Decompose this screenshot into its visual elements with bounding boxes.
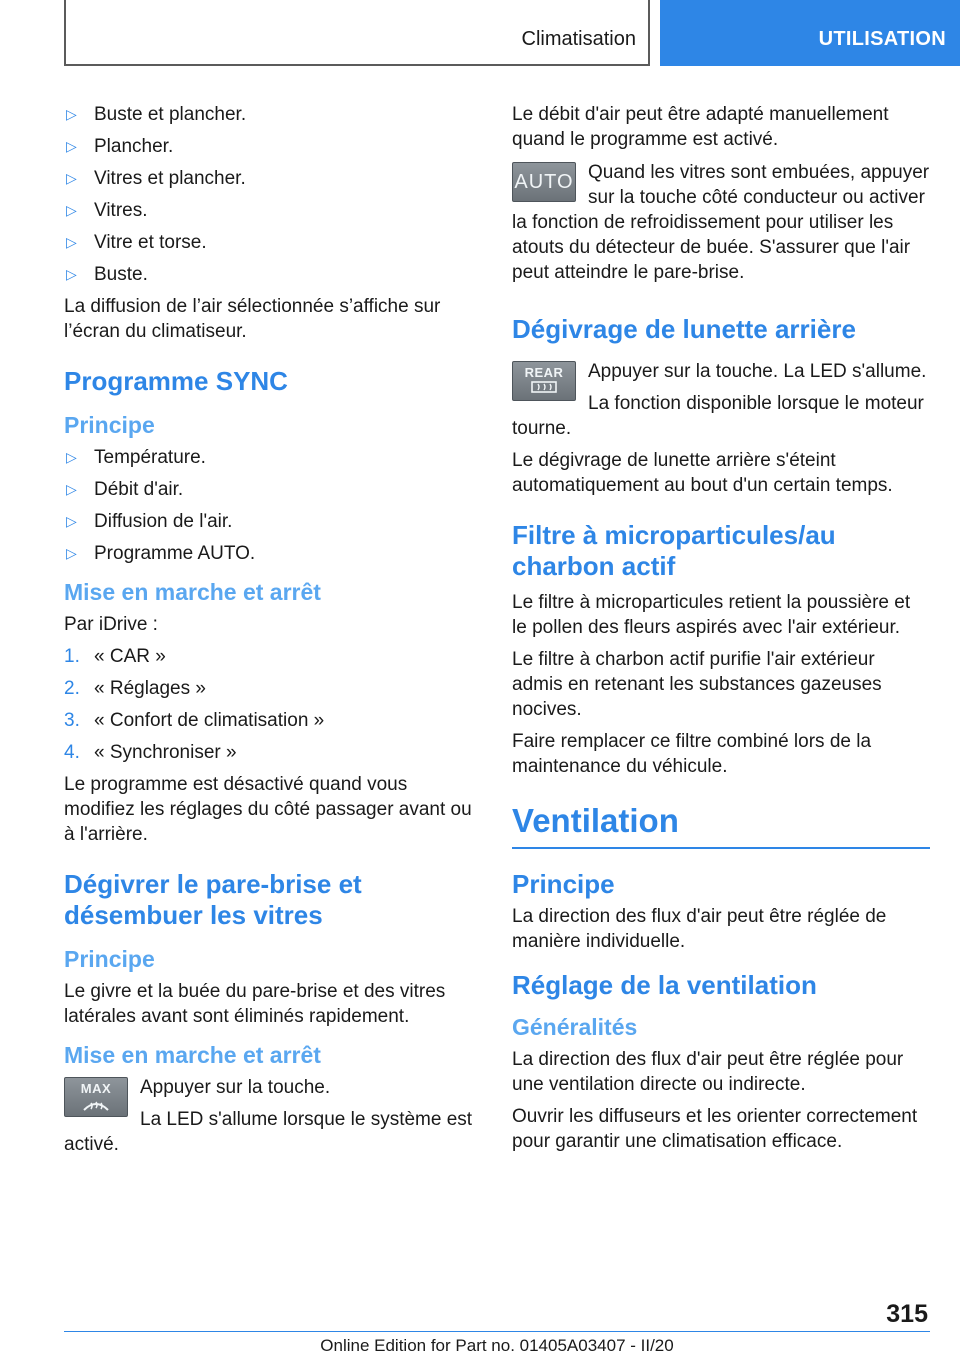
max-defrost-block (64, 1075, 478, 1164)
triangle-bullet-icon: ▷ (66, 513, 77, 529)
paragraph-rear-press: Appuyer sur la touche. La LED s'allume. (588, 361, 927, 382)
step-item: 4. « Synchroniser » (64, 742, 237, 763)
triangle-bullet-icon: ▷ (66, 170, 77, 186)
paragraph-idrive: Par iDrive : (64, 614, 158, 635)
step-item: 3. « Confort de climatisation » (64, 710, 325, 731)
paragraph-airflow-manual: Le débit d'air peut être adapté manuellement quand le programme est activé. (512, 104, 889, 150)
triangle-bullet-icon: ▷ (66, 266, 77, 282)
list-item: ▷ Diffusion de l'air. (66, 511, 233, 532)
triangle-bullet-icon: ▷ (66, 545, 77, 561)
paragraph-open-vents: Ouvrir les diffuseurs et les orienter correctement pour garantir une climatisation efficace. (512, 1106, 918, 1152)
heading-principe: Principe (64, 946, 155, 972)
paragraph-filter-replace: Faire remplacer ce filtre combiné lors de la maintenance du véhicule. (512, 731, 872, 777)
heading-general: Généralités (512, 1014, 638, 1040)
windshield-defrost-icon (81, 1096, 111, 1112)
heading-rear-defrost: Dégivrage de lunette arrière (512, 314, 856, 344)
list-item: ▷ Débit d'air. (66, 479, 184, 500)
rear-defrost-button-icon: REAR (512, 361, 576, 401)
paragraph-airflow-direction: La direction des flux d'air peut être réglée de manière individuelle. (512, 906, 887, 952)
list-item: ▷ Programme AUTO. (66, 543, 256, 564)
heading-filter: Filtre à microparticules/au charbon actif (512, 520, 836, 581)
edition-footer: Online Edition for Part no. 01405A03407 - II/20 (320, 1336, 674, 1355)
heading-on-off: Mise en marche et arrêt (64, 579, 321, 605)
paragraph-sync-deactivate: Le programme est désactivé quand vous modifiez les réglages du côté passager avant ou à l'arrière. (64, 774, 472, 845)
triangle-bullet-icon: ▷ (66, 106, 77, 122)
paragraph-rear-auto-off: Le dégivrage de lunette arrière s'éteint automatiquement au bout d'un certain temps. (512, 450, 893, 496)
step-item: 1. « CAR » (64, 646, 166, 667)
bullet-list-air-distribution (64, 102, 478, 287)
rear-defrost-block (512, 359, 930, 448)
triangle-bullet-icon: ▷ (66, 234, 77, 250)
list-item: ▷ Vitre et torse. (66, 232, 207, 253)
paragraph-frost: Le givre et la buée du pare-brise et des vitres latérales avant sont éliminés rapidement. (64, 981, 446, 1027)
max-defrost-button-icon: MAX (64, 1077, 128, 1117)
right-column (512, 102, 930, 1161)
paragraph-filter-carbon: Le filtre à charbon actif purifie l'air extérieur admis en retenant les substances gazeuses nocives. (512, 649, 882, 720)
paragraph-led-on: La LED s'allume lorsque le système est activé. (64, 1109, 473, 1155)
triangle-bullet-icon: ▷ (66, 449, 77, 465)
list-item: ▷ Buste et plancher. (66, 104, 247, 125)
heading-defrost-windshield: Dégivrer le pare-brise et désembuer les vitres (64, 869, 362, 930)
paragraph-press-button: Appuyer sur la touche. (140, 1077, 331, 1098)
paragraph-rear-engine: La fonction disponible lorsque le moteur tourne. (512, 393, 924, 439)
triangle-bullet-icon: ▷ (66, 138, 77, 154)
auto-block (512, 160, 930, 292)
page-number: 315 (886, 1300, 928, 1328)
list-item: ▷ Température. (66, 447, 206, 468)
section-title: Climatisation (521, 28, 636, 50)
heading-sync-program: Programme SYNC (64, 366, 288, 396)
heading-on-off: Mise en marche et arrêt (64, 1042, 321, 1068)
left-column (64, 102, 478, 1164)
paragraph-filter-particles: Le filtre à microparticules retient la poussière et le pollen des fleurs aspirés avec l'air extérieur. (512, 592, 911, 638)
list-item: ▷ Vitres. (66, 200, 148, 221)
paragraph-fogged-windows: Quand les vitres sont embuées, appuyer sur la touche côté conducteur ou activer la fonction de refroidissement pour utiliser les atouts du détecteur de buée. S'assurer que l'air peut atteindre le pare-brise. (512, 162, 930, 283)
heading-ventilation: Ventilation (512, 801, 930, 849)
heading-ventilation-setting: Réglage de la ventilation (512, 970, 817, 1000)
heading-principe: Principe (64, 412, 155, 438)
footer-divider (64, 1331, 930, 1332)
paragraph-air-display: La diffusion de l’air sélectionnée s’affiche sur l’écran du climatiseur. (64, 296, 441, 342)
rear-window-defrost-icon (529, 380, 559, 396)
auto-button-icon: AUTO (512, 162, 576, 202)
paragraph-direct-indirect: La direction des flux d'air peut être réglée pour une ventilation directe ou indirecte. (512, 1049, 904, 1095)
triangle-bullet-icon: ▷ (66, 202, 77, 218)
step-item: 2. « Réglages » (64, 678, 206, 699)
list-item: ▷ Buste. (66, 264, 148, 285)
heading-principe: Principe (512, 869, 615, 899)
list-item: ▷ Vitres et plancher. (66, 168, 246, 189)
list-item: ▷ Plancher. (66, 136, 174, 157)
triangle-bullet-icon: ▷ (66, 481, 77, 497)
numbered-steps (64, 644, 478, 765)
bullet-list-sync (64, 445, 478, 566)
chapter-title: UTILISATION (818, 28, 946, 50)
